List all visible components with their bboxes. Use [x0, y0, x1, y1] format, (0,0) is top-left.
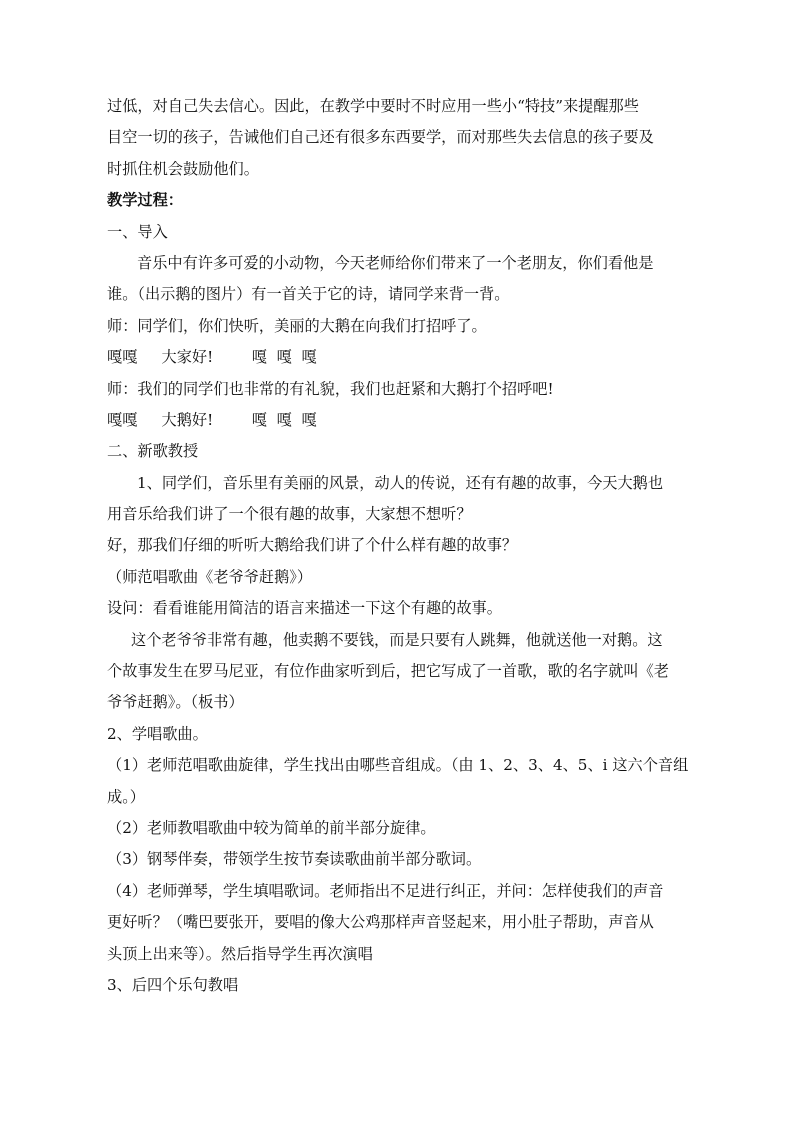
text-line-14: 用音乐给我们讲了一个很有趣的故事，大家想不想听？ [107, 505, 472, 524]
text-line-20: 爷爷赶鹅》。（板书） [107, 693, 244, 712]
dialogue-line-2: 嘎嘎 大家好! 嘎 嘎 嘎 [107, 348, 317, 367]
text-line-18: 这个老爷爷非常有趣，他卖鹅不要钱，而是只要有人跳舞，他就送他一对鹅。这 [131, 630, 663, 649]
section-heading-teaching-process: 教学过程： [107, 191, 183, 210]
text-line-28: 头顶上出来等）。然后指导学生再次演唱 [107, 944, 373, 963]
heading-new-song: 二、新歌教授 [107, 442, 199, 461]
text-line-17: 设问：看看谁能用简洁的语言来描述一下这个有趣的故事。 [107, 599, 502, 618]
text-line-1: 过低，对自己失去信心。因此，在教学中要时不时应用一些小“特技”来提醒那些 [107, 97, 639, 115]
text-line-26: （4）老师弹琴，学生填唱歌词。老师指出不足进行纠正，并问：怎样使我们的声音 [107, 881, 664, 900]
heading-learn-song: 2、学唱歌曲。 [107, 724, 208, 743]
text-line-25: （3）钢琴伴奏，带领学生按节奏读歌曲前半部分歌词。 [107, 850, 482, 869]
text-line-22: （1）老师范唱歌曲旋律，学生找出由哪些音组成。（由 1、2、3、4、5、i 这六个音组 [107, 756, 689, 775]
text-line-27: 更好听？（嘴巴要张开，要唱的像大公鸡那样声音竖起来，用小肚子帮助，声音从 [107, 913, 654, 932]
text-line-15: 好，那我们仔细的听听大鹅给我们讲了个什么样有趣的故事？ [107, 536, 518, 555]
heading-last-phrases: 3、后四个乐句教唱 [107, 975, 239, 994]
text-line-16: （师范唱歌曲《老爷爷赶鹅》） [107, 567, 313, 586]
text-line-19: 个故事发生在罗马尼亚，有位作曲家听到后，把它写成了一首歌，歌的名字就叫《老 [107, 662, 669, 681]
text-line-23: 成。） [107, 787, 145, 806]
dialogue-line-3: 师：我们的同学们也非常的有礼貌，我们也赶紧和大鹅打个招呼吧! [107, 379, 554, 398]
dialogue-line-1: 师：同学们，你们快听，美丽的大鹅在向我们打招呼了。 [107, 316, 487, 335]
document-page [107, 91, 697, 1001]
heading-introduction: 一、导入 [107, 222, 168, 241]
dialogue-line-4: 嘎嘎 大鹅好! 嘎 嘎 嘎 [107, 410, 317, 429]
text-line-7: 谁。（出示鹅的图片）有一首关于它的诗，请同学来背一背。 [107, 285, 510, 304]
text-line-3: 时抓住机会鼓励他们。 [107, 159, 259, 178]
text-line-13: 1、同学们，音乐里有美丽的风景，动人的传说，还有有趣的故事，今天大鹅也 [137, 473, 664, 492]
text-line-6: 音乐中有许多可爱的小动物，今天老师给你们带来了一个老朋友，你们看他是 [137, 253, 654, 272]
text-line-24: （2）老师教唱歌曲中较为简单的前半部分旋律。 [107, 818, 436, 837]
text-line-2: 目空一切的孩子，告诫他们自己还有很多东西要学，而对那些失去信息的孩子要及 [107, 128, 654, 147]
